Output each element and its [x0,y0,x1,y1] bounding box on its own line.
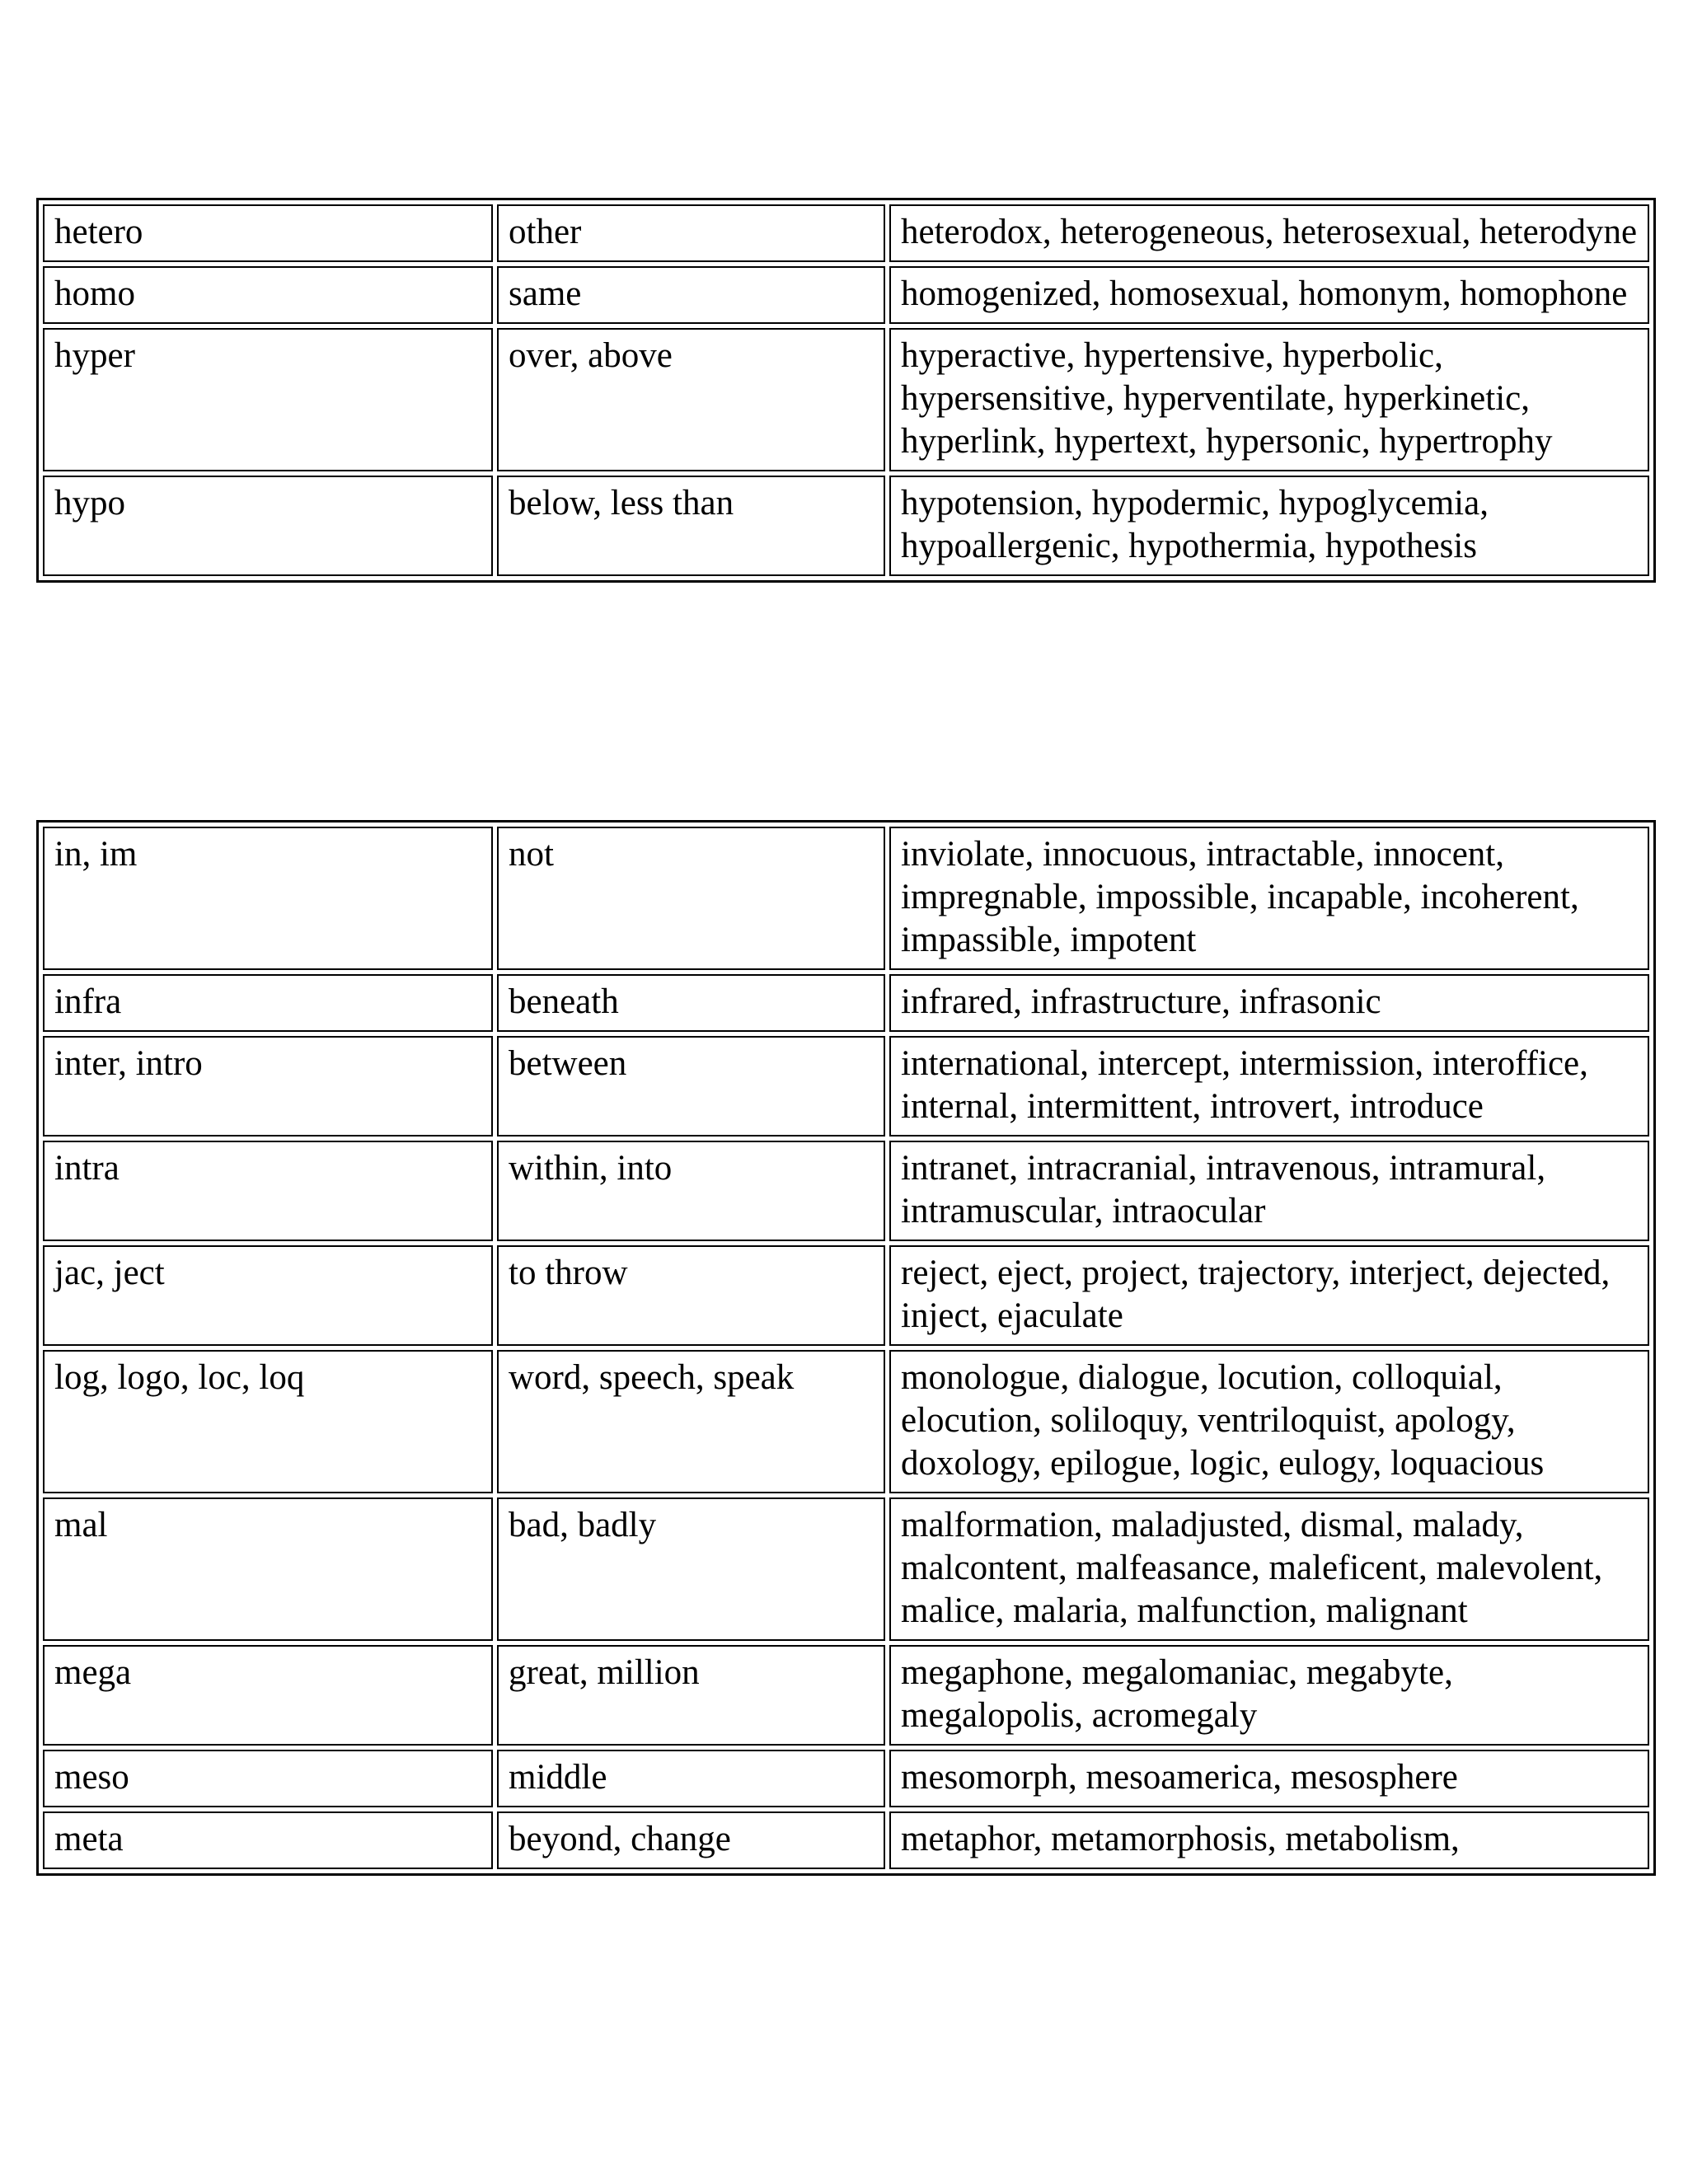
meaning-cell: word, speech, speak [497,1350,885,1493]
examples-cell: international, intercept, intermission, interoffice, internal, intermittent, introvert, introduce [889,1036,1649,1137]
table-row [43,1645,1649,1746]
table-row [43,1245,1649,1346]
table-body [43,827,1649,1869]
root-cell: mega [43,1645,493,1746]
meaning-cell: great, million [497,1645,885,1746]
meaning-cell: bad, badly [497,1497,885,1641]
examples-cell: inviolate, innocuous, intractable, innocent, impregnable, impossible, incapable, incoherent, impassible, impotent [889,827,1649,970]
meaning-cell: same [497,266,885,324]
examples-cell: mesomorph, mesoamerica, mesosphere [889,1750,1649,1807]
root-cell: hyper [43,328,493,471]
root-cell: infra [43,974,493,1032]
root-cell: meso [43,1750,493,1807]
root-cell: meta [43,1811,493,1869]
meaning-cell: below, less than [497,476,885,576]
examples-cell: reject, eject, project, trajectory, interject, dejected, inject, ejaculate [889,1245,1649,1346]
root-cell: inter, intro [43,1036,493,1137]
table-row [43,1811,1649,1869]
examples-cell: malformation, maladjusted, dismal, malady, malcontent, malfeasance, maleficent, malevolent, malice, malaria, malfunction, malignant [889,1497,1649,1641]
examples-cell: megaphone, megalomaniac, megabyte, megalopolis, acromegaly [889,1645,1649,1746]
table-row [43,827,1649,970]
meaning-cell: beyond, change [497,1811,885,1869]
table-row [43,1141,1649,1241]
meaning-cell: over, above [497,328,885,471]
examples-cell: monologue, dialogue, locution, colloquial, elocution, soliloquy, ventriloquist, apology, doxology, epilogue, logic, eulogy, loquacious [889,1350,1649,1493]
root-cell: in, im [43,827,493,970]
table-row [43,204,1649,262]
meaning-cell: to throw [497,1245,885,1346]
meaning-cell: within, into [497,1141,885,1241]
root-cell: mal [43,1497,493,1641]
root-cell: intra [43,1141,493,1241]
meaning-cell: between [497,1036,885,1137]
examples-cell: infrared, infrastructure, infrasonic [889,974,1649,1032]
table-row [43,1750,1649,1807]
root-cell: log, logo, loc, loq [43,1350,493,1493]
examples-cell: intranet, intracranial, intravenous, intramural, intramuscular, intraocular [889,1141,1649,1241]
root-cell: jac, ject [43,1245,493,1346]
table-row [43,1036,1649,1137]
meaning-cell: beneath [497,974,885,1032]
examples-cell: hyperactive, hypertensive, hyperbolic, hypersensitive, hyperventilate, hyperkinetic, hyperlink, hypertext, hypersonic, hypertrophy [889,328,1649,471]
table-row [43,1350,1649,1493]
word-roots-table-1 [36,198,1656,583]
examples-cell: metaphor, metamorphosis, metabolism, [889,1811,1649,1869]
root-cell: homo [43,266,493,324]
meaning-cell: middle [497,1750,885,1807]
table-row [43,328,1649,471]
examples-cell: homogenized, homosexual, homonym, homophone [889,266,1649,324]
table-row [43,974,1649,1032]
examples-cell: hypotension, hypodermic, hypoglycemia, hypoallergenic, hypothermia, hypothesis [889,476,1649,576]
table-row [43,476,1649,576]
table-row [43,1497,1649,1641]
meaning-cell: not [497,827,885,970]
table-row [43,266,1649,324]
root-cell: hetero [43,204,493,262]
examples-cell: heterodox, heterogeneous, heterosexual, heterodyne [889,204,1649,262]
table-body [43,204,1649,576]
meaning-cell: other [497,204,885,262]
word-roots-table-2 [36,820,1656,1876]
root-cell: hypo [43,476,493,576]
